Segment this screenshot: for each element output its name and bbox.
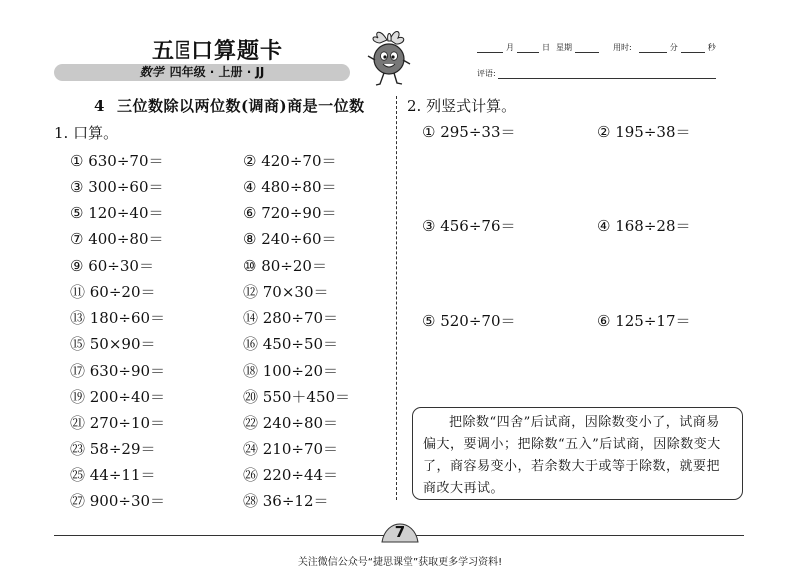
mental-problem-12: ⑫ 70×30＝ <box>243 283 329 301</box>
second-blank[interactable] <box>681 44 705 53</box>
lesson-number: 4 <box>94 97 105 115</box>
tip-box: 把除数“四舍”后试商，因除数变小了，试商易偏大，要调小；把除数“五入”后试商，因除数变大了，商容易变小，若余数大于或等于除数，就要把商改大再试。 <box>412 407 743 500</box>
brand-e-letter: E <box>175 39 192 64</box>
mental-problem-28: ㉘ 36÷12＝ <box>243 492 329 510</box>
brand-title <box>152 34 283 65</box>
mental-problem-11: ⑪ 60÷20＝ <box>70 283 156 301</box>
column-problem-1: ① 295÷33＝ <box>422 123 516 141</box>
comment-field <box>477 68 716 79</box>
minute-label: 分 <box>669 43 678 52</box>
column-problem-2: ② 195÷38＝ <box>597 123 691 141</box>
mental-problem-17: ⑰ 630÷90＝ <box>70 362 166 380</box>
column-problem-6: ⑥ 125÷17＝ <box>597 312 691 330</box>
mental-problem-3: ③ 300÷60＝ <box>70 178 164 196</box>
mental-problem-19: ⑲ 200÷40＝ <box>70 388 166 406</box>
mental-problem-6: ⑥ 720÷90＝ <box>243 204 337 222</box>
mental-problem-22: ㉒ 240÷80＝ <box>243 414 339 432</box>
date-time-fields <box>477 42 719 53</box>
mental-problem-18: ⑱ 100÷20＝ <box>243 362 339 380</box>
mental-problem-9: ⑨ 60÷30＝ <box>70 257 154 275</box>
mental-problem-20: ⑳ 550＋450＝ <box>243 388 351 406</box>
mental-problem-24: ㉔ 210÷70＝ <box>243 440 339 458</box>
mental-problem-23: ㉓ 58÷29＝ <box>70 440 156 458</box>
mental-problem-10: ⑩ 80÷20＝ <box>243 257 327 275</box>
wechat-note: 关注微信公众号“捷思课堂”获取更多学习资料! <box>297 557 503 568</box>
mental-problem-15: ⑮ 50×90＝ <box>70 335 156 353</box>
weekday-blank[interactable] <box>575 44 599 53</box>
page-number: 7 <box>394 523 406 541</box>
mental-problem-27: ㉗ 900÷30＝ <box>70 492 166 510</box>
brand-suffix: 口算题卡 <box>191 39 284 64</box>
column-problem-4: ④ 168÷28＝ <box>597 217 691 235</box>
subject-grade-bar <box>54 64 350 81</box>
column-divider <box>396 96 397 500</box>
day-label: 日 <box>542 43 550 52</box>
subject-label: 数学 <box>139 65 164 79</box>
lesson-title-text: 三位数除以两位数(调商)商是一位数 <box>116 97 365 115</box>
lesson-title <box>94 95 365 116</box>
column-problem-5: ⑤ 520÷70＝ <box>422 312 516 330</box>
comment-blank[interactable] <box>498 70 716 79</box>
mental-problem-8: ⑧ 240÷60＝ <box>243 230 337 248</box>
mental-problem-5: ⑤ 120÷40＝ <box>70 204 164 222</box>
beet-mascot-illustration <box>366 26 412 88</box>
mental-problem-25: ㉕ 44÷11＝ <box>70 466 156 484</box>
mental-problem-7: ⑦ 400÷80＝ <box>70 230 164 248</box>
minute-blank[interactable] <box>639 44 667 53</box>
mental-problem-16: ⑯ 450÷50＝ <box>243 335 339 353</box>
month-blank[interactable] <box>477 44 503 53</box>
month-label: 月 <box>506 43 514 52</box>
mental-problem-21: ㉑ 270÷10＝ <box>70 414 166 432</box>
section2-heading: 2. 列竖式计算。 <box>407 97 517 115</box>
day-blank[interactable] <box>517 44 539 53</box>
mental-problem-2: ② 420÷70＝ <box>243 152 337 170</box>
comment-label: 评语: <box>477 69 496 78</box>
grade-info: 四年级 · 上册 · JJ <box>169 65 265 79</box>
time-label: 用时: <box>613 43 632 52</box>
second-label: 秒 <box>707 43 716 52</box>
mental-problem-26: ㉖ 220÷44＝ <box>243 466 339 484</box>
mental-problem-14: ⑭ 280÷70＝ <box>243 309 339 327</box>
mental-problem-13: ⑬ 180÷60＝ <box>70 309 166 327</box>
brand-prefix: 五 <box>152 39 176 64</box>
weekday-label: 星期 <box>556 43 572 52</box>
mental-problem-1: ① 630÷70＝ <box>70 152 164 170</box>
column-problem-3: ③ 456÷76＝ <box>422 217 516 235</box>
section1-heading: 1. 口算。 <box>54 124 119 142</box>
mental-problem-4: ④ 480÷80＝ <box>243 178 337 196</box>
